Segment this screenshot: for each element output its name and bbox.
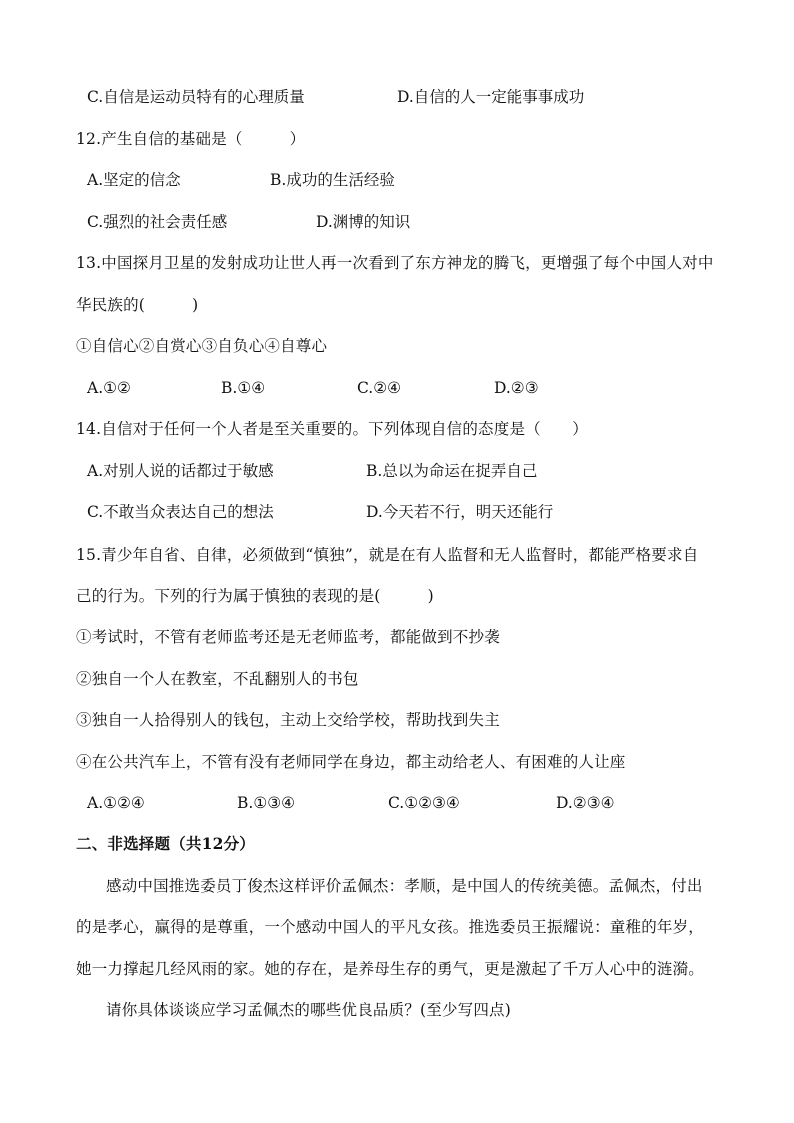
passage-line-3: 她一力撑起几经风雨的家。她的存在，是养母生存的勇气，更是激起了千万人心中的涟漪。 (76, 960, 705, 978)
q12-option-c: C.强烈的社会责任感 (87, 213, 228, 231)
q14-option-b: B.总以为命运在捉弄自己 (366, 462, 538, 480)
q13-items: ①自信心②自赏心③自负心④自尊心 (76, 337, 328, 355)
q15-option-d: D.②③④ (556, 794, 615, 812)
q15-stem-line2: 己的行为。下列的行为属于慎独的表现的是( ) (76, 587, 434, 605)
q12-stem: 12.产生自信的基础是（ ） (76, 130, 306, 148)
q13-option-d: D.②③ (494, 379, 539, 397)
q12-option-d: D.渊博的知识 (316, 213, 411, 231)
section-heading: 二、非选择题（共12分） (76, 834, 255, 853)
q14-stem: 14.自信对于任何一个人者是至关重要的。下列体现自信的态度是（ ） (76, 420, 588, 438)
q12-option-b: B.成功的生活经验 (270, 171, 395, 189)
q12-option-a: A.坚定的信念 (87, 171, 181, 189)
q11-option-c: C.自信是运动员特有的心理质量 (87, 88, 305, 106)
q13-stem-line2: 华民族的( ) (76, 296, 199, 314)
q15-item-4: ④在公共汽车上，不管有没有老师同学在身边，都主动给老人、有困难的人让座 (76, 753, 626, 771)
q13-stem-line1: 13.中国探月卫星的发射成功让世人再一次看到了东方神龙的腾飞，更增强了每个中国人对中 (76, 254, 714, 272)
q15-stem-line1: 15.青少年自省、自律，必须做到“慎独”，就是在有人监督和无人监督时，都能严格要求自 (76, 546, 699, 564)
q14-option-c: C.不敢当众表达自己的想法 (87, 503, 274, 521)
q13-option-a: A.①② (87, 379, 131, 397)
q15-item-3: ③独自一人拾得别人的钱包，主动上交给学校，帮助找到失主 (76, 711, 500, 729)
essay-question: 请你具体谈谈应学习孟佩杰的哪些优良品质？(至少写四点) (106, 1001, 511, 1019)
q13-option-b: B.①④ (221, 379, 266, 397)
q11-option-d: D.自信的人一定能事事成功 (397, 88, 585, 106)
q15-option-c: C.①②③④ (388, 794, 460, 812)
q15-option-b: B.①③④ (237, 794, 296, 812)
q15-option-a: A.①②④ (87, 794, 145, 812)
q15-item-2: ②独自一个人在教室，不乱翻别人的书包 (76, 670, 359, 688)
passage-line-1: 感动中国推选委员丁俊杰这样评价孟佩杰：孝顺，是中国人的传统美德。孟佩杰，付出 (106, 877, 703, 895)
q15-item-1: ①考试时，不管有老师监考还是无老师监考，都能做到不抄袭 (76, 628, 500, 646)
passage-line-2: 的是孝心，赢得的是尊重，一个感动中国人的平凡女孩。推选委员王振耀说：童稚的年岁， (76, 918, 705, 936)
q14-option-a: A.对别人说的话都过于敏感 (87, 462, 274, 480)
q14-option-d: D.今天若不行，明天还能行 (366, 503, 554, 521)
q13-option-c: C.②④ (357, 379, 402, 397)
